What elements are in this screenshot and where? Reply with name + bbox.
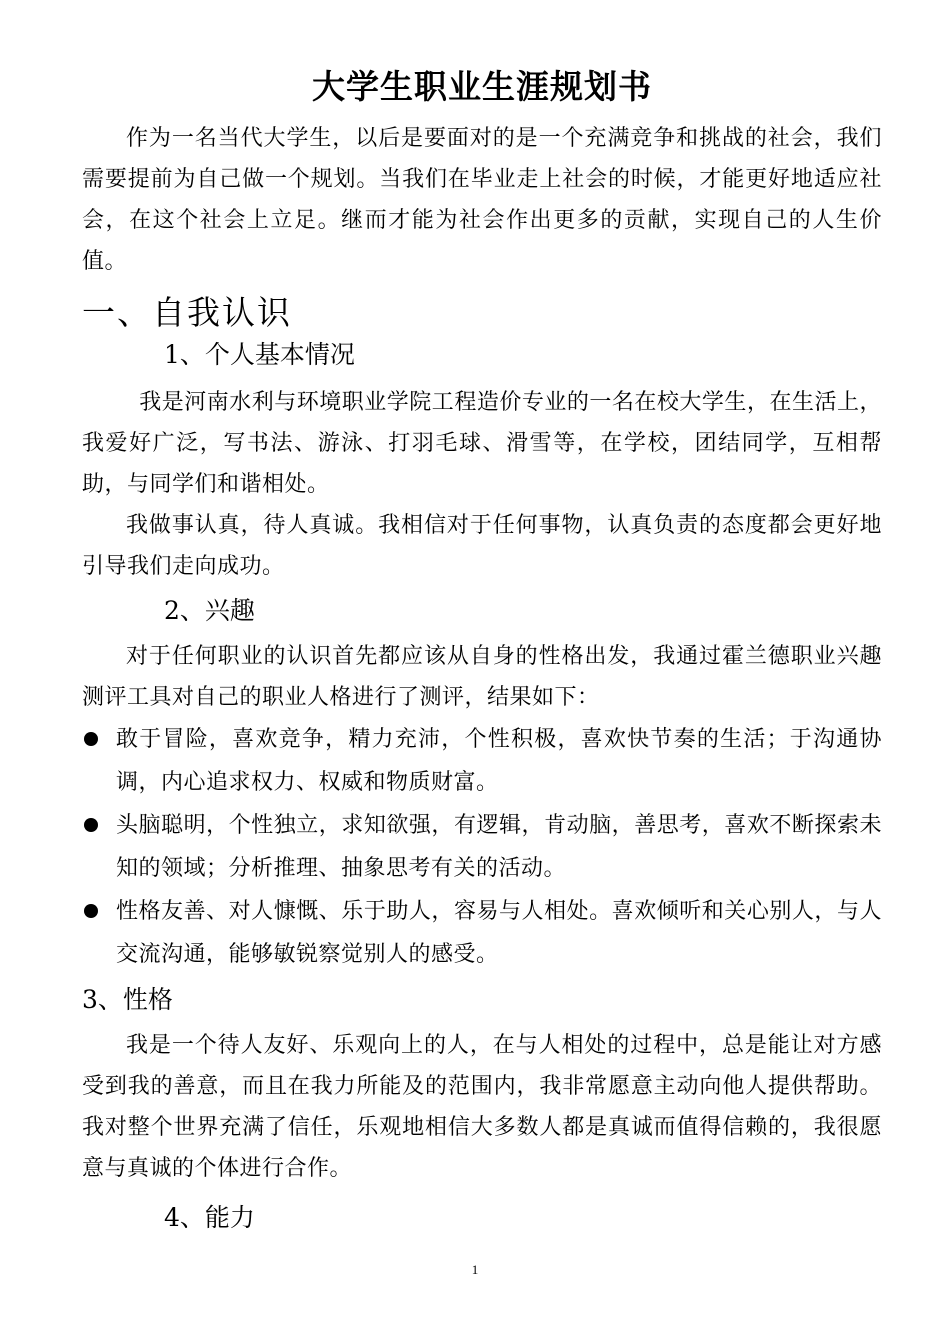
list-item	[82, 890, 882, 976]
intro-paragraph: 作为一名当代大学生，以后是要面对的是一个充满竞争和挑战的社会，我们需要提前为自己做一个规划。当我们在毕业走上社会的时候，才能更好地适应社会，在这个社会上立足。继而才能为社会作出更多的贡献，实现自己的人生价值。	[82, 126, 882, 274]
document-title: 大学生职业生涯规划书	[312, 67, 652, 106]
page-number: 1	[471, 1262, 479, 1277]
personality-paragraph: 我是一个待人友好、乐观向上的人，在与人相处的过程中，总是能让对方感受到我的善意，而且在我力所能及的范围内，我非常愿意主动向他人提供帮助。我对整个世界充满了信任，乐观地相信大多数人都是真诚而值得信赖的，我很愿意与真诚的个体进行合作。	[82, 1033, 882, 1181]
list-item-text: 头脑聪明，个性独立，求知欲强，有逻辑，肯动脑，善思考，喜欢不断探索未知的领域；分析推理、抽象思考有关的活动。	[116, 813, 882, 881]
subsection-heading-personality: 3、性格	[82, 985, 173, 1014]
list-item-text: 敢于冒险，喜欢竞争，精力充沛，个性积极，喜欢快节奏的生活；于沟通协调，内心追求权力、权威和物质财富。	[116, 727, 882, 795]
list-item	[82, 804, 882, 890]
subsection-heading-basic-info: 1、个人基本情况	[164, 340, 355, 369]
basic-info-paragraph-1: 我是河南水利与环境职业学院工程造价专业的一名在校大学生，在生活上，我爱好广泛，写书法、游泳、打羽毛球、滑雪等，在学校，团结同学，互相帮助，与同学们和谐相处。	[82, 390, 882, 497]
bullet-dot-icon	[84, 818, 98, 832]
subsection-heading-ability: 4、能力	[164, 1203, 255, 1232]
bullet-dot-icon	[84, 904, 98, 918]
interests-paragraph: 对于任何职业的认识首先都应该从自身的性格出发，我通过霍兰德职业兴趣测评工具对自己的职业人格进行了测评，结果如下：	[82, 644, 882, 710]
interest-results-list	[82, 718, 882, 976]
bullet-dot-icon	[84, 732, 98, 746]
subsection-heading-interests: 2、兴趣	[164, 596, 255, 625]
list-item	[82, 718, 882, 804]
document-page	[82, 62, 882, 1243]
section-heading-self-awareness: 一、自我认识	[82, 293, 292, 332]
list-item-text: 性格友善、对人慷慨、乐于助人，容易与人相处。喜欢倾听和关心别人，与人交流沟通，能够敏锐察觉别人的感受。	[116, 899, 882, 967]
basic-info-paragraph-2: 我做事认真，待人真诚。我相信对于任何事物，认真负责的态度都会更好地引导我们走向成功。	[82, 513, 882, 579]
